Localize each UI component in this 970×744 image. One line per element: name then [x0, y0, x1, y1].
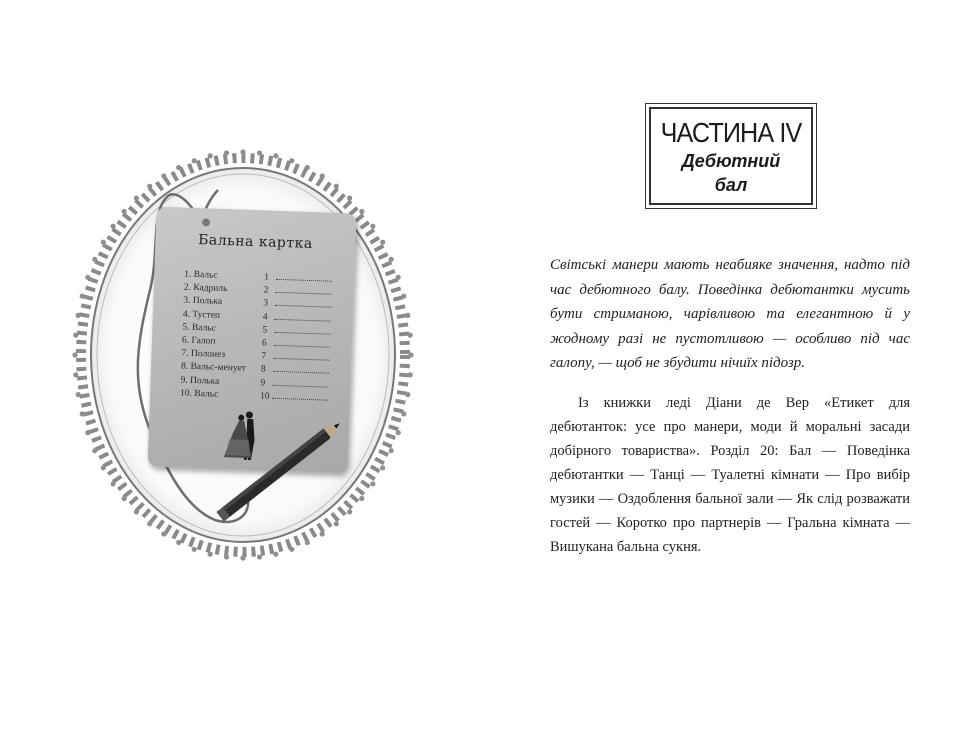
slot-number: 5	[262, 325, 268, 336]
dance-name: 7. Полонез	[181, 348, 226, 361]
chapter-label: ЧАСТИНА IV	[660, 117, 802, 148]
slot-number: 8	[260, 364, 266, 375]
chapter-heading-box	[649, 107, 813, 205]
slot-number: 1	[264, 272, 270, 283]
epigraph: Світські манери мають неабияке значення, надто під час дебютного балу. Поведінка дебютантки мусить бути стриманою, чарівливою та елегантною й у жодному разі не пустотливою — особливо під час галопу, — щоб не збудити нічиїх підозр.	[550, 257, 910, 371]
body-paragraph: Із книжки леді Діани де Вер «Етикет для дебютанток: усе про манери, моди й моральні засади добірного товариства». Розділ 20: Бал — Поведінка дебютантки — Танці — Туалетні кімнати — Про вибір музики — Оздоблення бальної зали — Як слід розважати гостей — Коротко про партнерів — Гральна кімната — Вишукана бальна сукня.	[550, 394, 910, 555]
slot-number: 7	[261, 351, 267, 362]
dance-name: 8. Вальс-менует	[180, 361, 247, 375]
dance-name: 1. Вальс	[184, 269, 218, 281]
dance-name: 5. Вальс	[182, 322, 216, 334]
slot-number: 9	[260, 377, 266, 388]
slot-number: 10	[259, 391, 270, 402]
dance-name: 10. Вальс	[179, 388, 219, 400]
pencil-icon	[216, 418, 343, 521]
slot-number: 2	[263, 285, 269, 296]
slot-number: 3	[263, 298, 269, 309]
dance-name: 3. Полька	[183, 295, 223, 308]
slot-number: 6	[261, 338, 267, 349]
right-page	[485, 0, 970, 744]
dance-name: 2. Кадриль	[183, 282, 228, 295]
chapter-subtitle: Дебютний бал	[681, 151, 781, 195]
dance-name: 9. Полька	[180, 375, 220, 387]
dance-name: 6. Галоп	[181, 335, 216, 347]
dance-name: 4. Тустеп	[182, 309, 221, 321]
dance-card-title: Бальна картка	[197, 232, 314, 253]
slot-number: 4	[262, 311, 268, 323]
